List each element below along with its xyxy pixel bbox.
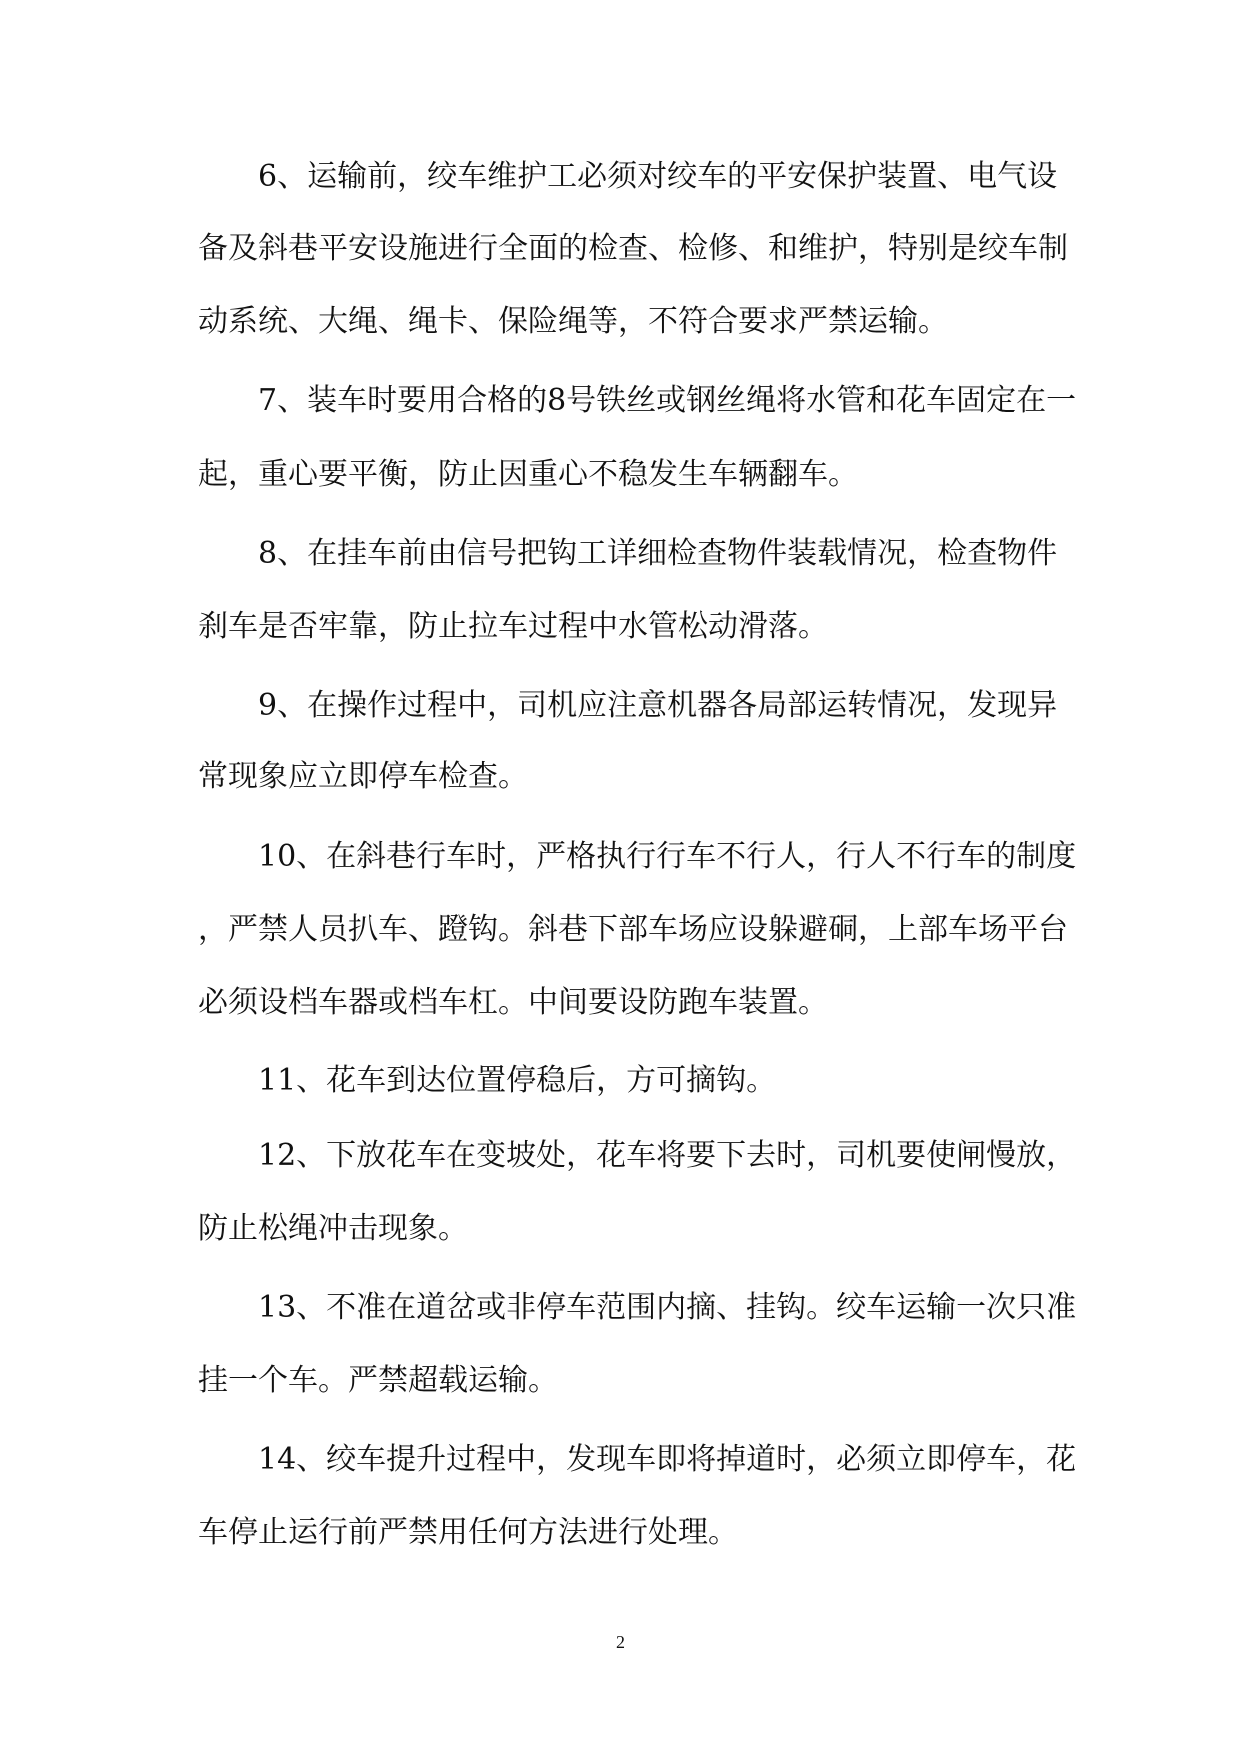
paragraph-9-line-2: 常现象应立即停车检查。	[198, 759, 528, 794]
paragraph-6-line-3: 动系统、大绳、绳卡、保险绳等，不符合要求严禁运输。	[198, 304, 948, 339]
paragraph-13-line-1: 13、不准在道岔或非停车范围内摘、挂钩。绞车运输一次只准	[258, 1290, 1077, 1325]
paragraph-7-line-1: 7、装车时要用合格的8号铁丝或钢丝绳将水管和花车固定在一	[258, 383, 1077, 418]
paragraph-8-line-1: 8、在挂车前由信号把钩工详细检查物件装载情况，检查物件	[258, 536, 1058, 571]
paragraph-14-line-1: 14、绞车提升过程中，发现车即将掉道时，必须立即停车，花	[258, 1442, 1077, 1477]
paragraph-9-line-1: 9、在操作过程中，司机应注意机器各局部运转情况，发现异	[258, 688, 1058, 723]
page-number: 2	[616, 1632, 625, 1652]
paragraph-12-line-2: 防止松绳冲击现象。	[198, 1211, 468, 1246]
paragraph-12-line-1: 12、下放花车在变坡处，花车将要下去时，司机要使闸慢放，	[258, 1138, 1077, 1173]
paragraph-6-line-1: 6、运输前，绞车维护工必须对绞车的平安保护装置、电气设	[258, 159, 1058, 194]
paragraph-7-line-2: 起，重心要平衡，防止因重心不稳发生车辆翻车。	[198, 457, 858, 492]
paragraph-10-line-1: 10、在斜巷行车时，严格执行行车不行人，行人不行车的制度	[258, 839, 1077, 874]
paragraph-13-line-2: 挂一个车。严禁超载运输。	[198, 1363, 558, 1398]
paragraph-8-line-2: 刹车是否牢靠，防止拉车过程中水管松动滑落。	[198, 609, 828, 644]
paragraph-10-line-2: ，严禁人员扒车、蹬钩。斜巷下部车场应设躲避硐，上部车场平台	[198, 912, 1068, 947]
paragraph-11-line-1: 11、花车到达位置停稳后，方可摘钩。	[258, 1063, 777, 1098]
paragraph-10-line-3: 必须设档车器或档车杠。中间要设防跑车装置。	[198, 985, 828, 1020]
paragraph-6-line-2: 备及斜巷平安设施进行全面的检查、检修、和维护，特别是绞车制	[198, 231, 1068, 266]
paragraph-14-line-2: 车停止运行前严禁用任何方法进行处理。	[198, 1515, 738, 1550]
